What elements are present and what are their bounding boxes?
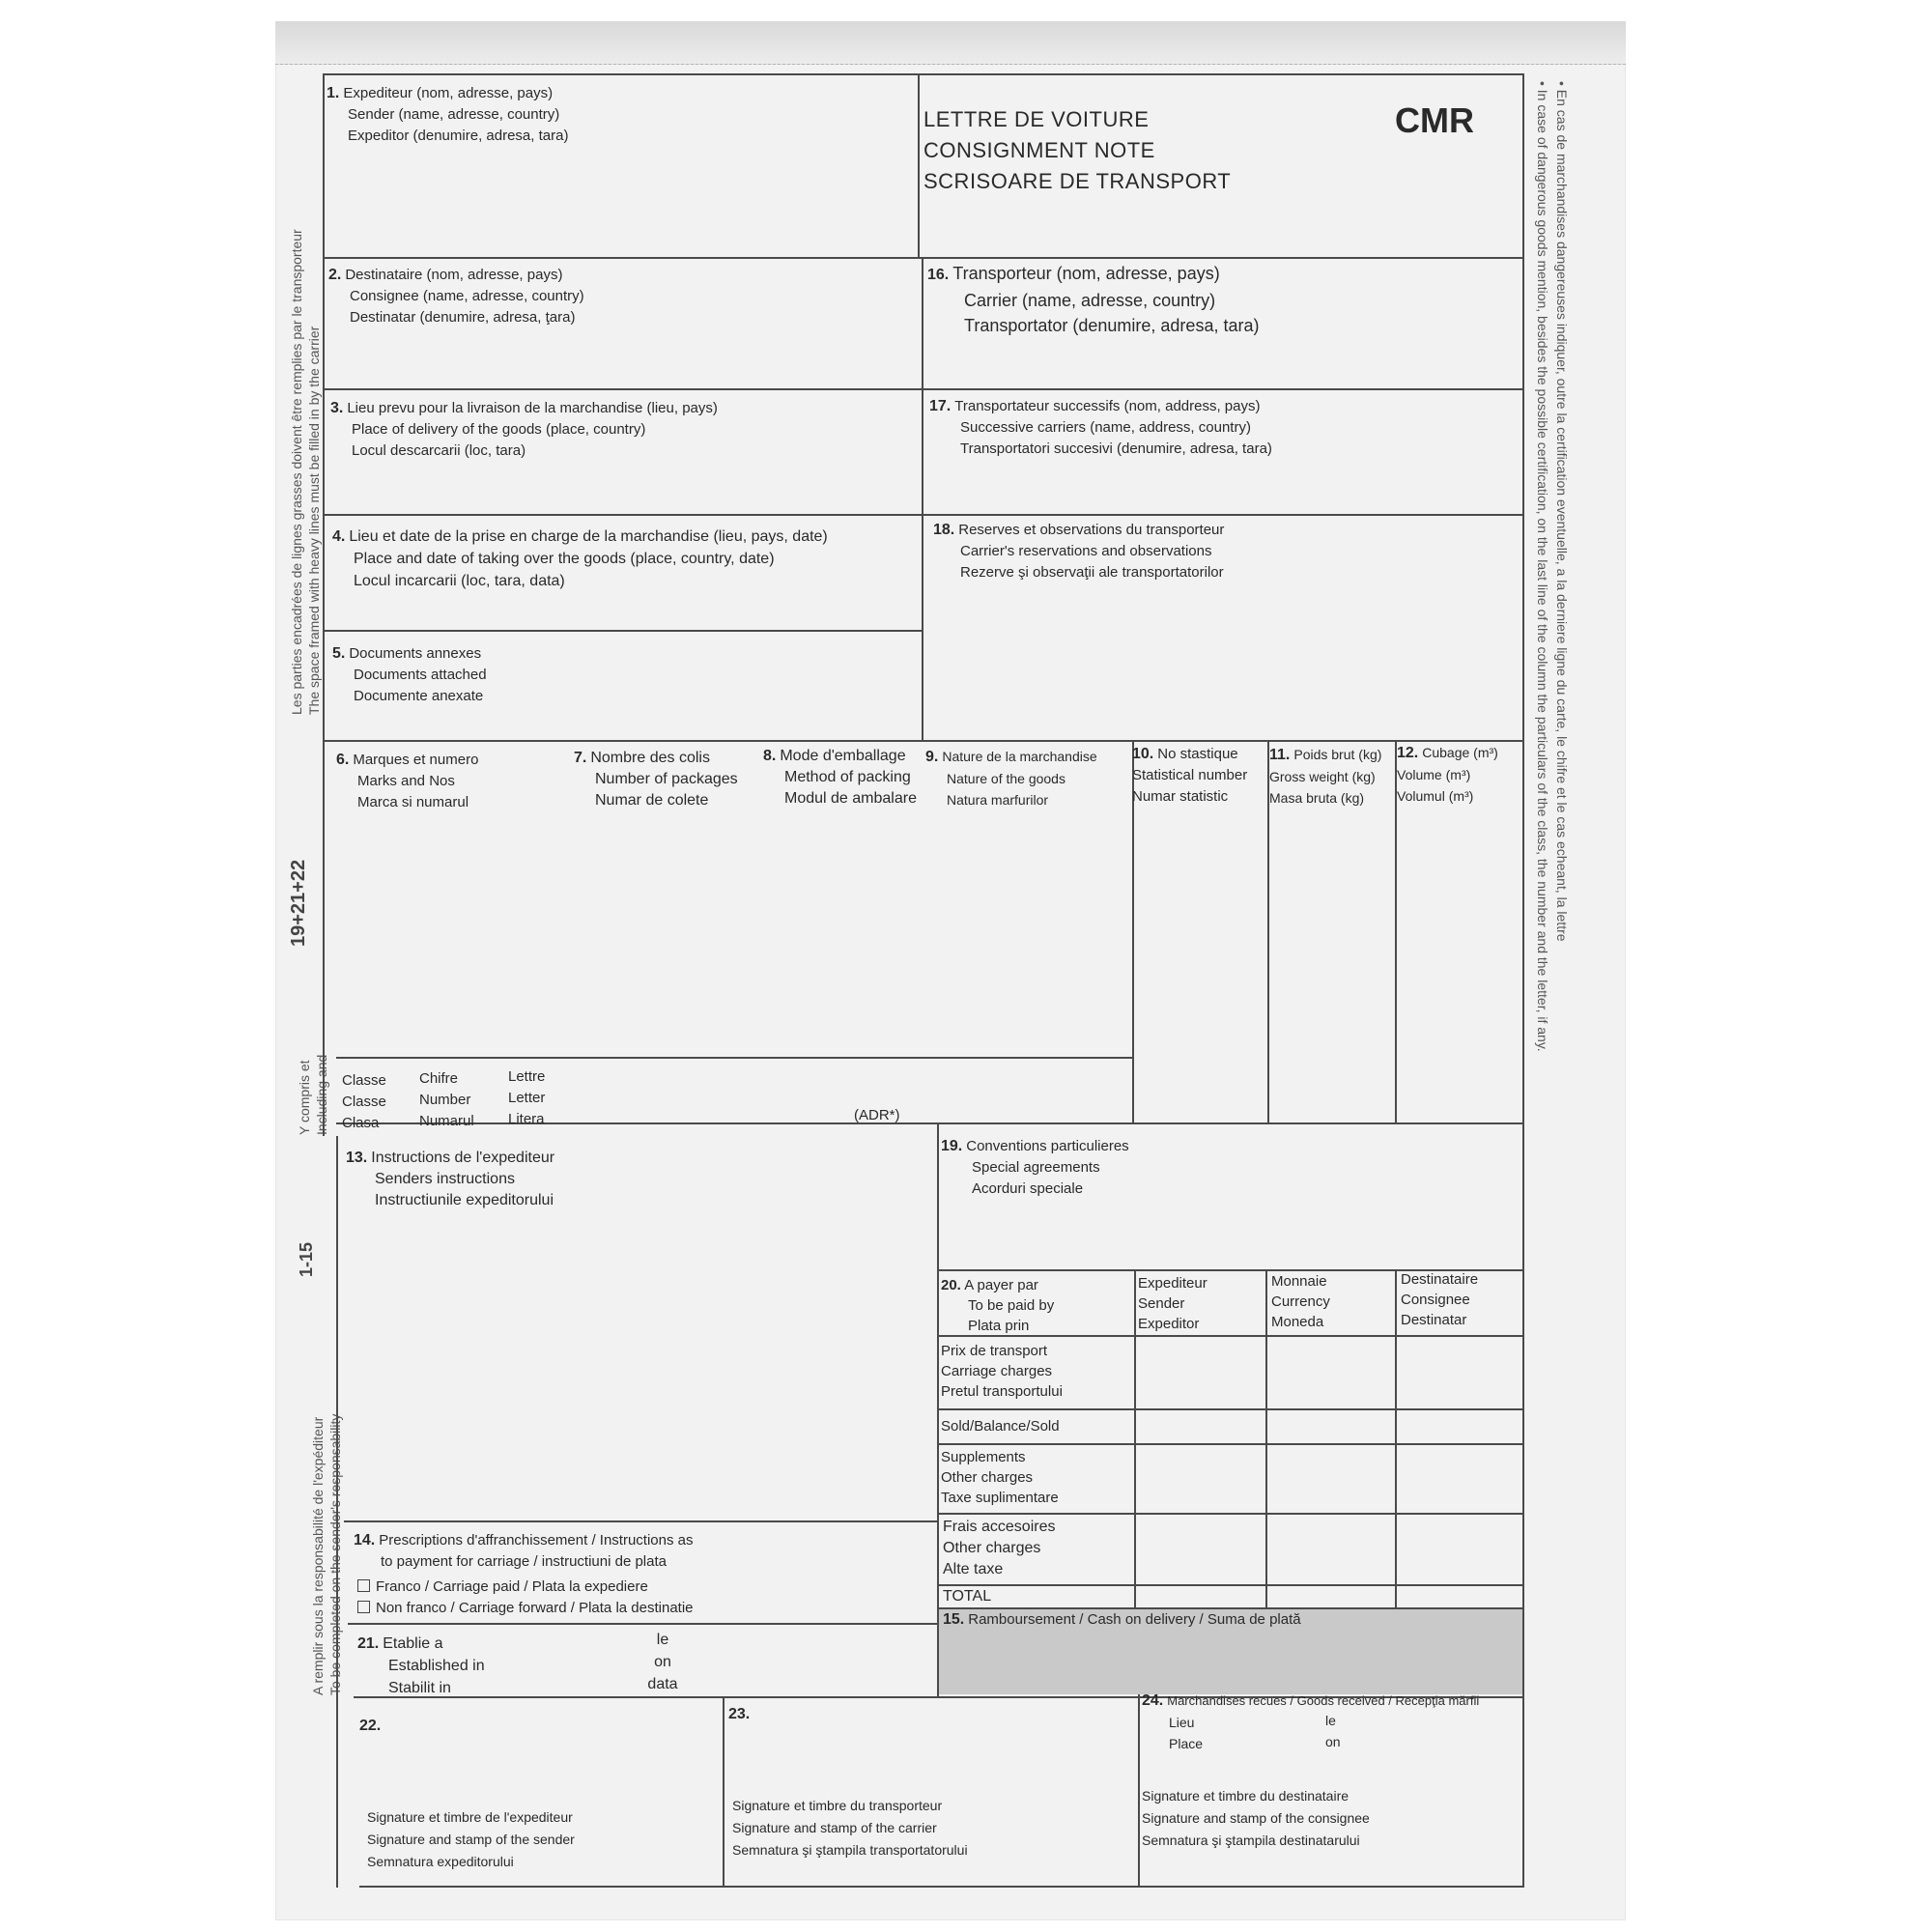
field-10-statistical[interactable]: 10. No stastique Statistical number Numar statistic	[1132, 746, 1248, 805]
table-header-payer: 20. A payer par To be paid by Plata prin	[941, 1277, 1055, 1334]
non-franco-checkbox[interactable]	[357, 1601, 370, 1613]
field-17-successive-carriers[interactable]: 17. Transportateur successifs (nom, address, pays) Successive carriers (name, address, country) Transportatori succesivi (denumire, adresa, tara)	[929, 398, 1272, 457]
field-24-date: le on	[1325, 1713, 1341, 1749]
option-non-franco[interactable]: Non franco / Carriage forward / Plata la destinatie	[357, 1598, 694, 1619]
classe-labels: Classe Classe Clasa	[342, 1072, 386, 1131]
right-border	[1522, 73, 1524, 1886]
divider-23-24	[1138, 1687, 1140, 1886]
row-supplements: Supplements Other charges Taxe suplimentare	[941, 1449, 1059, 1506]
field-1-sender[interactable]: 1. Expediteur (nom, adresse, pays) Sender (name, adresse, country) Expeditor (denumire, adresa, tara)	[327, 85, 569, 144]
letter-labels: Lettre Letter Litera	[508, 1068, 546, 1127]
adr-label: (ADR*)	[854, 1107, 900, 1123]
field-12-volume[interactable]: 12. Cubage (m³) Volume (m³) Volumul (m³)	[1397, 745, 1498, 804]
table-header-consignee: Destinataire Consignee Destinatar	[1401, 1271, 1479, 1328]
number-labels: Chifre Number Numarul	[419, 1070, 474, 1129]
field-18-carrier-reservations[interactable]: 18. Reserves et observations du transporteur Carrier's reservations and observations Rezerve şi observaţii ale transportatorilor	[933, 522, 1225, 581]
field-22-signature[interactable]: Signature et timbre de l'expediteur Signature and stamp of the sender Semnatura expeditorului	[367, 1809, 575, 1869]
field-23-label: 23.	[728, 1706, 751, 1722]
field-6-marks[interactable]: 6. Marques et numero Marks and Nos Marca si numarul	[336, 752, 479, 810]
cmr-code: CMR	[1395, 100, 1474, 140]
field-15-cash-on-delivery[interactable]: 15. Ramboursement / Cash on delivery / Suma de plată	[943, 1611, 1301, 1628]
field-8-packing[interactable]: 8. Mode d'emballage Method of packing Modul de ambalare	[763, 748, 917, 807]
table-line-3	[937, 1443, 1524, 1445]
line-below-1	[323, 257, 1524, 259]
field-23-signature[interactable]: Signature et timbre du transporteur Signature and stamp of the carrier Semnatura şi ştampila transportatorului	[732, 1798, 968, 1858]
right-dangerous-goods-note: • En cas de marchandises dangereuses indiquer, outre la certification eventuelle, a la derniere ligne du carte, le chifre et le cas echeant, la lettre • In case of dangerous goods mention, besides the possible certification, on the last line of the column the particulars of the class, the number and the letter, if any.	[1535, 81, 1570, 1052]
field-21-date-labels: le on data	[647, 1632, 678, 1692]
field-24-goods-received[interactable]: 24. Marchandises recues / Goods received / Recepţia mărfii	[1142, 1692, 1480, 1709]
table-header-currency: Monnaie Currency Moneda	[1271, 1273, 1330, 1330]
line-above-14	[344, 1520, 937, 1522]
left-border-upper	[323, 73, 325, 1136]
field-21-established[interactable]: 21. Etablie a Established in Stabilit in	[357, 1635, 485, 1696]
divider-left-right	[922, 257, 923, 740]
top-border	[323, 73, 1524, 75]
table-line-2	[937, 1408, 1524, 1410]
field-24-signature[interactable]: Signature et timbre du destinataire Signature and stamp of the consignee Semnatura şi ştampila destinatarului	[1142, 1788, 1370, 1848]
field-7-packages[interactable]: 7. Nombre des colis Number of packages Numar de colete	[574, 750, 738, 809]
left-range-a: 19+21+22	[288, 859, 309, 947]
left-top-note: Les parties encadrées de lignes grasses doivent être remplies par le transporteur The space framed with heavy lines must be filled in by the carrier	[289, 229, 322, 715]
table-col-consignee	[1395, 1269, 1397, 1607]
row-carriage-charges: Prix de transport Carriage charges Pretul transportului	[941, 1343, 1063, 1400]
field-24-place: Lieu Place	[1169, 1715, 1204, 1751]
left-range-b: 1-15	[297, 1241, 316, 1277]
option-franco[interactable]: Franco / Carriage paid / Plata la expediere	[357, 1577, 648, 1598]
field-16-carrier[interactable]: 16. Transporteur (nom, adresse, pays) Carrier (name, adresse, country) Transportator (denumire, adresa, tara)	[927, 264, 1260, 335]
table-line-5	[937, 1584, 1524, 1586]
table-line-4	[937, 1513, 1524, 1515]
left-including-note: Y compris et Including and	[297, 1054, 329, 1135]
line-below-3	[323, 514, 1524, 516]
row-total: TOTAL	[943, 1588, 992, 1605]
field-22-label: 22.	[359, 1718, 382, 1734]
field-9-nature[interactable]: 9. Nature de la marchandise Nature of the goods Natura marfurilor	[925, 749, 1097, 808]
line-below-5	[323, 740, 1524, 742]
row-balance: Sold/Balance/Sold	[941, 1418, 1060, 1435]
field-3-delivery-place[interactable]: 3. Lieu prevu pour la livraison de la marchandise (lieu, pays) Place of delivery of the goods (place, country) Locul descarcarii (loc, tara)	[330, 400, 718, 459]
field-14-payment-instructions[interactable]: 14. Prescriptions d'affranchissement / Instructions as to payment for carriage / instructiuni de plata	[354, 1532, 694, 1570]
field-4-taking-over[interactable]: 4. Lieu et date de la prise en charge de la marchandise (lieu, pays, date) Place and date of taking over the goods (place, country, date) Locul incarcarii (loc, tara, data)	[332, 528, 828, 589]
table-col-currency	[1265, 1269, 1267, 1607]
left-border-lower	[336, 1136, 338, 1888]
document-title: LETTRE DE VOITURE CONSIGNMENT NOTE SCRISOARE DE TRANSPORT	[923, 107, 1232, 193]
field-11-gross-weight[interactable]: 11. Poids brut (kg) Gross weight (kg) Masa bruta (kg)	[1269, 747, 1382, 806]
line-classe-top	[336, 1057, 1132, 1059]
line-above-21	[348, 1623, 937, 1625]
field-13-sender-instructions[interactable]: 13. Instructions de l'expediteur Senders instructions Instructiunile expeditorului	[346, 1150, 555, 1208]
bottom-border	[359, 1886, 1524, 1888]
field-2-consignee[interactable]: 2. Destinataire (nom, adresse, pays) Consignee (name, adresse, country) Destinatar (denumire, adresa, ţara)	[328, 267, 584, 326]
line-below-4	[323, 630, 922, 632]
divider-22-23	[723, 1696, 724, 1886]
line-below-2	[323, 388, 1524, 390]
table-col-sender	[1134, 1269, 1136, 1607]
row-accessory-charges: Frais accesoires Other charges Alte taxe	[943, 1519, 1056, 1577]
table-header-sender: Expediteur Sender Expeditor	[1138, 1275, 1208, 1332]
franco-checkbox[interactable]	[357, 1579, 370, 1592]
field-19-special-agreements[interactable]: 19. Conventions particulieres Special agreements Acorduri speciale	[941, 1138, 1129, 1197]
divider-1-title	[918, 73, 920, 257]
left-bottom-note: A remplir sous la responsabilité de l'expéditeur To be completed on the sender's responsability	[310, 1413, 343, 1695]
field-5-documents[interactable]: 5. Documents annexes Documents attached Documente anexate	[332, 645, 487, 704]
